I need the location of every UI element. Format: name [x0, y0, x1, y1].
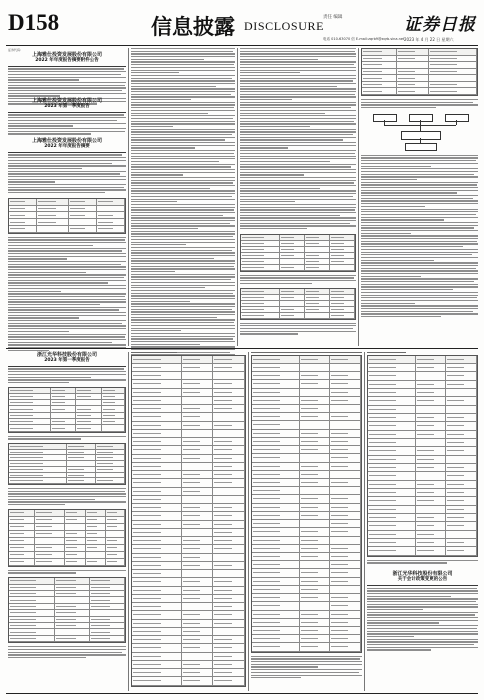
body-text: [8, 112, 126, 136]
data-table: [240, 288, 356, 320]
masthead-rule: [6, 45, 478, 46]
column-divider: [128, 352, 129, 691]
article-title: 2022 年年度报告摘要附件公告: [35, 58, 99, 63]
financial-statement: [251, 352, 362, 680]
section-title: 信息披露: [151, 14, 235, 39]
company-name: 上海雅仕投资发展股份有限公司: [31, 98, 102, 104]
section-rule: [6, 348, 478, 349]
column-divider: [358, 48, 359, 346]
body-text: [8, 237, 126, 353]
section-title-en: DISCLOSURE: [244, 19, 325, 33]
body-text: [131, 48, 235, 362]
chart-node: [373, 114, 397, 122]
column-divider: [364, 352, 365, 691]
ownership-chart: [361, 112, 478, 152]
body-text: [240, 323, 356, 336]
column-divider: [128, 48, 129, 346]
article-block: [8, 138, 126, 352]
body-text: [8, 570, 126, 575]
data-table: [131, 355, 246, 687]
newspaper-logo: 证券日报: [404, 15, 476, 35]
company-name: 浙江光华科技股份有限公司: [392, 571, 453, 578]
body-text: [8, 366, 126, 385]
page-number: D158: [8, 10, 60, 35]
body-text: [8, 646, 126, 659]
body-text: [8, 488, 126, 507]
data-table: [8, 509, 126, 567]
article-title: 2022 年年度报告摘要: [44, 144, 90, 149]
data-table: [8, 198, 126, 234]
body-text: [240, 275, 356, 286]
body-text: [367, 585, 478, 652]
article-block: [8, 352, 126, 660]
body-text: [367, 560, 478, 565]
masthead: [6, 8, 478, 44]
chart-node: [401, 131, 441, 140]
article-title: 2023 年第一季度报告: [44, 358, 90, 363]
data-table: [8, 577, 126, 643]
article-body-column: [240, 48, 356, 336]
data-table: [240, 234, 356, 272]
financial-statement: [367, 352, 478, 652]
article-title: 2023 年第一季度报告: [44, 104, 90, 109]
body-text: [361, 155, 478, 319]
body-text: [361, 99, 478, 110]
chart-node: [405, 143, 437, 151]
stock-code-label: 证券代码：: [8, 48, 24, 52]
contact-line: 电话 010-63070 信 E-mail:zqrb9@zqrb.sina.net: [323, 37, 405, 41]
company-name: 上海雅仕投资发展股份有限公司: [31, 138, 102, 144]
body-text: [8, 436, 126, 441]
company-name: 上海雅仕投资发展股份有限公司: [31, 52, 102, 58]
data-table: [361, 48, 478, 96]
column-divider: [237, 48, 238, 346]
data-table: [251, 355, 362, 653]
chart-node: [409, 114, 433, 122]
body-text: [251, 656, 362, 680]
column-divider: [248, 352, 249, 691]
editor-credit: 责任 编辑: [323, 15, 343, 20]
data-table: [8, 443, 126, 485]
body-text: [240, 48, 356, 231]
article-block: [8, 98, 126, 136]
issue-date: 2023 年 4 月 22 日 星期六: [404, 37, 454, 42]
company-name: 浙江光华科技股份有限公司: [36, 352, 97, 358]
data-table: [8, 387, 126, 433]
footer-rule: [6, 693, 478, 694]
article-title: 关于会计政策变更的公告: [397, 577, 448, 583]
financial-statement: [131, 352, 246, 687]
body-text: [8, 152, 126, 195]
chart-node: [445, 114, 469, 122]
data-table: [367, 355, 478, 557]
article-body-column: [131, 48, 235, 362]
article-body-column: [361, 48, 478, 319]
